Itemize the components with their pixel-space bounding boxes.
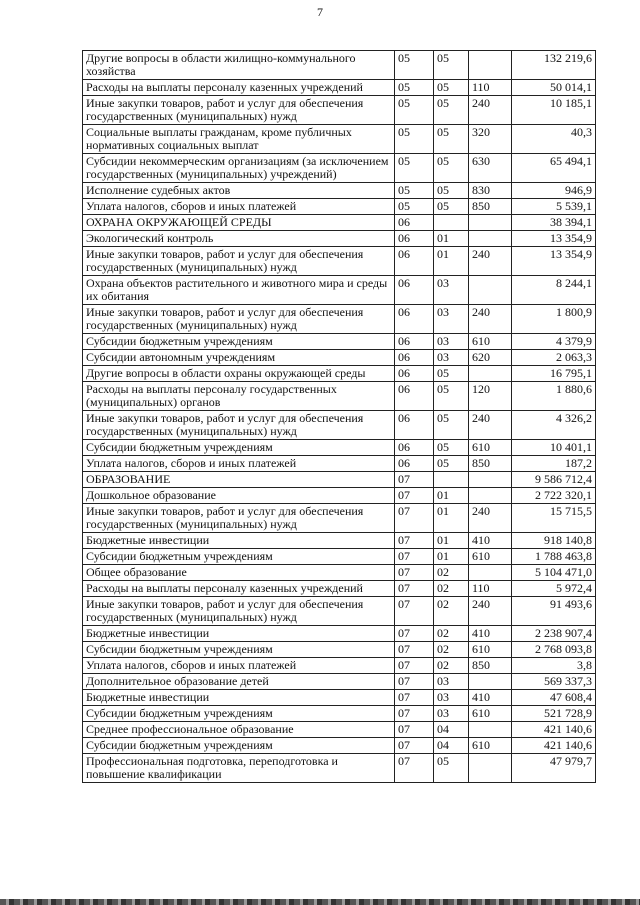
expense-type-code-cell: 610 [469, 334, 512, 350]
expense-type-code-cell: 410 [469, 626, 512, 642]
expense-type-code-cell: 610 [469, 549, 512, 565]
subsection-code-cell: 01 [434, 549, 469, 565]
amount-cell: 1 800,9 [512, 305, 596, 334]
section-code-cell: 05 [395, 80, 434, 96]
section-code-cell: 06 [395, 215, 434, 231]
expense-type-code-cell [469, 51, 512, 80]
amount-cell: 2 768 093,8 [512, 642, 596, 658]
table-row [83, 411, 596, 440]
expense-name-cell: Уплата налогов, сборов и иных платежей [83, 456, 395, 472]
table-row [83, 215, 596, 231]
expense-name-cell: Расходы на выплаты персоналу казенных учреждений [83, 581, 395, 597]
amount-cell: 91 493,6 [512, 597, 596, 626]
expense-type-code-cell [469, 754, 512, 783]
amount-cell: 47 608,4 [512, 690, 596, 706]
table-row [83, 456, 596, 472]
table-row [83, 706, 596, 722]
section-code-cell: 06 [395, 231, 434, 247]
expense-name-cell: Иные закупки товаров, работ и услуг для обеспечения государственных (муниципальных) нужд [83, 411, 395, 440]
subsection-code-cell: 05 [434, 754, 469, 783]
section-code-cell: 05 [395, 125, 434, 154]
table-row [83, 626, 596, 642]
expense-name-cell: Экологический контроль [83, 231, 395, 247]
section-code-cell: 07 [395, 488, 434, 504]
expense-name-cell: Субсидии бюджетным учреждениям [83, 738, 395, 754]
expense-type-code-cell: 240 [469, 597, 512, 626]
amount-cell: 3,8 [512, 658, 596, 674]
subsection-code-cell: 05 [434, 366, 469, 382]
table-row [83, 334, 596, 350]
expense-name-cell: Иные закупки товаров, работ и услуг для обеспечения государственных (муниципальных) нужд [83, 247, 395, 276]
expense-type-code-cell: 850 [469, 199, 512, 215]
section-code-cell: 06 [395, 247, 434, 276]
expense-name-cell: Расходы на выплаты персоналу казенных учреждений [83, 80, 395, 96]
expense-name-cell: Охрана объектов растительного и животного мира и среды их обитания [83, 276, 395, 305]
section-code-cell: 07 [395, 597, 434, 626]
table-row [83, 305, 596, 334]
subsection-code-cell: 05 [434, 382, 469, 411]
expense-type-code-cell: 240 [469, 504, 512, 533]
amount-cell: 2 238 907,4 [512, 626, 596, 642]
table-row [83, 472, 596, 488]
table-row [83, 231, 596, 247]
subsection-code-cell: 05 [434, 456, 469, 472]
section-code-cell: 07 [395, 738, 434, 754]
subsection-code-cell: 05 [434, 51, 469, 80]
table-row [83, 738, 596, 754]
section-code-cell: 07 [395, 754, 434, 783]
expense-type-code-cell [469, 674, 512, 690]
expense-type-code-cell: 240 [469, 247, 512, 276]
expense-type-code-cell [469, 488, 512, 504]
subsection-code-cell: 01 [434, 488, 469, 504]
subsection-code-cell: 03 [434, 706, 469, 722]
table-row [83, 51, 596, 80]
expense-name-cell: Бюджетные инвестиции [83, 626, 395, 642]
table-row [83, 565, 596, 581]
section-code-cell: 07 [395, 533, 434, 549]
section-code-cell: 07 [395, 706, 434, 722]
amount-cell: 946,9 [512, 183, 596, 199]
table-row [83, 276, 596, 305]
table-row [83, 674, 596, 690]
subsection-code-cell: 01 [434, 533, 469, 549]
expense-type-code-cell: 610 [469, 738, 512, 754]
expense-name-cell: Субсидии автономным учреждениям [83, 350, 395, 366]
section-code-cell: 06 [395, 276, 434, 305]
subsection-code-cell: 03 [434, 305, 469, 334]
section-code-cell: 05 [395, 199, 434, 215]
expense-type-code-cell [469, 472, 512, 488]
subsection-code-cell: 02 [434, 581, 469, 597]
subsection-code-cell: 04 [434, 738, 469, 754]
amount-cell: 2 722 320,1 [512, 488, 596, 504]
section-code-cell: 06 [395, 305, 434, 334]
expense-type-code-cell: 240 [469, 305, 512, 334]
expense-name-cell: Иные закупки товаров, работ и услуг для обеспечения государственных (муниципальных) нужд [83, 96, 395, 125]
amount-cell: 187,2 [512, 456, 596, 472]
expense-name-cell: Дополнительное образование детей [83, 674, 395, 690]
expense-type-code-cell: 610 [469, 642, 512, 658]
section-code-cell: 07 [395, 472, 434, 488]
amount-cell: 13 354,9 [512, 231, 596, 247]
table-row [83, 581, 596, 597]
section-code-cell: 05 [395, 51, 434, 80]
expense-type-code-cell: 620 [469, 350, 512, 366]
table-row [83, 440, 596, 456]
section-code-cell: 07 [395, 722, 434, 738]
amount-cell: 421 140,6 [512, 738, 596, 754]
expense-type-code-cell: 610 [469, 440, 512, 456]
amount-cell: 5 539,1 [512, 199, 596, 215]
expense-name-cell: Профессиональная подготовка, переподготовка и повышение квалификации [83, 754, 395, 783]
expense-type-code-cell: 850 [469, 456, 512, 472]
subsection-code-cell: 01 [434, 504, 469, 533]
expense-name-cell: Субсидии бюджетным учреждениям [83, 549, 395, 565]
table-row [83, 754, 596, 783]
expense-type-code-cell: 410 [469, 690, 512, 706]
amount-cell: 918 140,8 [512, 533, 596, 549]
page-number: 7 [317, 5, 323, 19]
expense-type-code-cell [469, 215, 512, 231]
section-code-cell: 06 [395, 456, 434, 472]
amount-cell: 132 219,6 [512, 51, 596, 80]
expense-name-cell: Среднее профессиональное образование [83, 722, 395, 738]
scan-bottom-edge [0, 899, 640, 905]
table-row [83, 690, 596, 706]
amount-cell: 5 972,4 [512, 581, 596, 597]
expense-type-code-cell [469, 276, 512, 305]
expense-type-code-cell: 320 [469, 125, 512, 154]
expense-type-code-cell: 830 [469, 183, 512, 199]
expense-name-cell: Субсидии бюджетным учреждениям [83, 334, 395, 350]
section-code-cell: 07 [395, 674, 434, 690]
expense-type-code-cell: 110 [469, 581, 512, 597]
subsection-code-cell: 05 [434, 125, 469, 154]
expense-name-cell: Иные закупки товаров, работ и услуг для обеспечения государственных (муниципальных) нужд [83, 597, 395, 626]
subsection-code-cell [434, 215, 469, 231]
amount-cell: 5 104 471,0 [512, 565, 596, 581]
amount-cell: 10 401,1 [512, 440, 596, 456]
expense-type-code-cell: 610 [469, 706, 512, 722]
table-row [83, 366, 596, 382]
subsection-code-cell: 01 [434, 247, 469, 276]
amount-cell: 40,3 [512, 125, 596, 154]
table-row [83, 96, 596, 125]
subsection-code-cell: 02 [434, 565, 469, 581]
table-row [83, 199, 596, 215]
subsection-code-cell: 02 [434, 597, 469, 626]
expense-name-cell: Уплата налогов, сборов и иных платежей [83, 199, 395, 215]
expense-name-cell: Другие вопросы в области охраны окружающей среды [83, 366, 395, 382]
section-code-cell: 07 [395, 581, 434, 597]
expense-name-cell: Расходы на выплаты персоналу государственных (муниципальных) органов [83, 382, 395, 411]
expense-name-cell: Социальные выплаты гражданам, кроме публичных нормативных социальных выплат [83, 125, 395, 154]
subsection-code-cell: 03 [434, 690, 469, 706]
table-row [83, 488, 596, 504]
expense-name-cell: Уплата налогов, сборов и иных платежей [83, 658, 395, 674]
table-row [83, 533, 596, 549]
amount-cell: 521 728,9 [512, 706, 596, 722]
expense-name-cell: Иные закупки товаров, работ и услуг для обеспечения государственных (муниципальных) нужд [83, 504, 395, 533]
budget-table [82, 50, 596, 783]
table-row [83, 154, 596, 183]
expense-name-cell: Общее образование [83, 565, 395, 581]
table-row [83, 183, 596, 199]
subsection-code-cell: 05 [434, 80, 469, 96]
amount-cell: 569 337,3 [512, 674, 596, 690]
amount-cell: 2 063,3 [512, 350, 596, 366]
amount-cell: 47 979,7 [512, 754, 596, 783]
section-code-cell: 06 [395, 334, 434, 350]
table-row [83, 642, 596, 658]
expense-name-cell: Иные закупки товаров, работ и услуг для обеспечения государственных (муниципальных) нужд [83, 305, 395, 334]
subsection-code-cell [434, 472, 469, 488]
amount-cell: 10 185,1 [512, 96, 596, 125]
table-row [83, 247, 596, 276]
section-code-cell: 06 [395, 440, 434, 456]
subsection-code-cell: 05 [434, 154, 469, 183]
amount-cell: 38 394,1 [512, 215, 596, 231]
amount-cell: 1 880,6 [512, 382, 596, 411]
table-row [83, 504, 596, 533]
amount-cell: 8 244,1 [512, 276, 596, 305]
expense-name-cell: Субсидии бюджетным учреждениям [83, 706, 395, 722]
expense-name-cell: Дошкольное образование [83, 488, 395, 504]
amount-cell: 421 140,6 [512, 722, 596, 738]
section-code-cell: 06 [395, 411, 434, 440]
subsection-code-cell: 05 [434, 440, 469, 456]
table-row [83, 722, 596, 738]
section-code-cell: 07 [395, 626, 434, 642]
subsection-code-cell: 02 [434, 658, 469, 674]
expense-type-code-cell: 110 [469, 80, 512, 96]
budget-table-body [83, 51, 596, 783]
amount-cell: 13 354,9 [512, 247, 596, 276]
expense-type-code-cell [469, 366, 512, 382]
subsection-code-cell: 03 [434, 276, 469, 305]
expense-type-code-cell: 120 [469, 382, 512, 411]
expense-name-cell: Другие вопросы в области жилищно-коммунального хозяйства [83, 51, 395, 80]
expense-name-cell: Субсидии бюджетным учреждениям [83, 440, 395, 456]
section-code-cell: 07 [395, 549, 434, 565]
section-code-cell: 05 [395, 154, 434, 183]
expense-name-cell: ОБРАЗОВАНИЕ [83, 472, 395, 488]
section-code-cell: 06 [395, 382, 434, 411]
section-code-cell: 06 [395, 350, 434, 366]
expense-name-cell: Исполнение судебных актов [83, 183, 395, 199]
expense-name-cell: Бюджетные инвестиции [83, 533, 395, 549]
amount-cell: 4 326,2 [512, 411, 596, 440]
amount-cell: 50 014,1 [512, 80, 596, 96]
section-code-cell: 07 [395, 565, 434, 581]
section-code-cell: 05 [395, 183, 434, 199]
amount-cell: 15 715,5 [512, 504, 596, 533]
subsection-code-cell: 05 [434, 411, 469, 440]
subsection-code-cell: 04 [434, 722, 469, 738]
amount-cell: 4 379,9 [512, 334, 596, 350]
subsection-code-cell: 02 [434, 642, 469, 658]
amount-cell: 65 494,1 [512, 154, 596, 183]
expense-type-code-cell [469, 231, 512, 247]
subsection-code-cell: 03 [434, 674, 469, 690]
amount-cell: 9 586 712,4 [512, 472, 596, 488]
table-row [83, 597, 596, 626]
table-row [83, 549, 596, 565]
amount-cell: 16 795,1 [512, 366, 596, 382]
expense-name-cell: Субсидии некоммерческим организациям (за исключением государственных (муниципальных) учреждений) [83, 154, 395, 183]
subsection-code-cell: 05 [434, 96, 469, 125]
section-code-cell: 07 [395, 642, 434, 658]
table-row [83, 382, 596, 411]
expense-type-code-cell [469, 565, 512, 581]
subsection-code-cell: 02 [434, 626, 469, 642]
table-row [83, 350, 596, 366]
expense-type-code-cell: 630 [469, 154, 512, 183]
expense-name-cell: Бюджетные инвестиции [83, 690, 395, 706]
amount-cell: 1 788 463,8 [512, 549, 596, 565]
section-code-cell: 07 [395, 504, 434, 533]
subsection-code-cell: 01 [434, 231, 469, 247]
expense-type-code-cell: 410 [469, 533, 512, 549]
table-row [83, 80, 596, 96]
expense-name-cell: ОХРАНА ОКРУЖАЮЩЕЙ СРЕДЫ [83, 215, 395, 231]
expense-type-code-cell: 240 [469, 411, 512, 440]
section-code-cell: 07 [395, 658, 434, 674]
table-row [83, 658, 596, 674]
section-code-cell: 05 [395, 96, 434, 125]
expense-name-cell: Субсидии бюджетным учреждениям [83, 642, 395, 658]
expense-type-code-cell: 850 [469, 658, 512, 674]
subsection-code-cell: 05 [434, 183, 469, 199]
subsection-code-cell: 03 [434, 334, 469, 350]
expense-type-code-cell [469, 722, 512, 738]
expense-type-code-cell: 240 [469, 96, 512, 125]
table-row [83, 125, 596, 154]
section-code-cell: 06 [395, 366, 434, 382]
subsection-code-cell: 03 [434, 350, 469, 366]
subsection-code-cell: 05 [434, 199, 469, 215]
section-code-cell: 07 [395, 690, 434, 706]
